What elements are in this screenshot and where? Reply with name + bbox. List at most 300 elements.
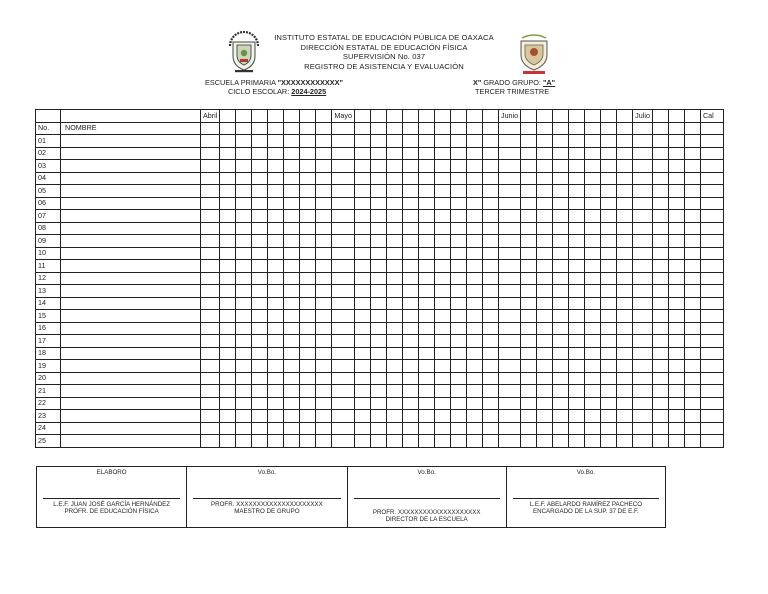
attendance-cell[interactable]: [402, 272, 418, 285]
attendance-cell[interactable]: [482, 385, 498, 398]
attendance-cell[interactable]: [537, 235, 553, 248]
attendance-cell[interactable]: [521, 422, 537, 435]
attendance-cell[interactable]: [482, 397, 498, 410]
attendance-cell[interactable]: [537, 172, 553, 185]
attendance-cell[interactable]: [300, 222, 316, 235]
student-name-cell[interactable]: [61, 410, 201, 423]
attendance-cell[interactable]: [684, 235, 700, 248]
attendance-cell[interactable]: [252, 372, 268, 385]
attendance-cell[interactable]: [553, 210, 569, 223]
attendance-cell[interactable]: [316, 285, 332, 298]
attendance-cell[interactable]: [569, 410, 585, 423]
attendance-cell[interactable]: [316, 360, 332, 373]
attendance-cell[interactable]: [284, 335, 300, 348]
attendance-cell[interactable]: [201, 172, 220, 185]
attendance-cell[interactable]: [498, 372, 520, 385]
attendance-cell[interactable]: [402, 397, 418, 410]
attendance-cell[interactable]: [585, 272, 601, 285]
attendance-cell[interactable]: [466, 435, 482, 448]
attendance-cell[interactable]: [418, 310, 434, 323]
attendance-cell[interactable]: [434, 410, 450, 423]
attendance-cell[interactable]: [482, 297, 498, 310]
attendance-cell[interactable]: [482, 247, 498, 260]
attendance-cell[interactable]: [418, 272, 434, 285]
attendance-cell[interactable]: [633, 372, 653, 385]
attendance-cell[interactable]: [268, 197, 284, 210]
attendance-cell[interactable]: [220, 135, 236, 148]
attendance-cell[interactable]: [252, 285, 268, 298]
student-name-cell[interactable]: [61, 260, 201, 273]
attendance-cell[interactable]: [284, 235, 300, 248]
attendance-cell[interactable]: [300, 160, 316, 173]
attendance-cell[interactable]: [668, 410, 684, 423]
attendance-cell[interactable]: [617, 372, 633, 385]
attendance-cell[interactable]: [370, 172, 386, 185]
attendance-cell[interactable]: [201, 397, 220, 410]
attendance-cell[interactable]: [201, 422, 220, 435]
grade-cell[interactable]: [700, 322, 723, 335]
attendance-cell[interactable]: [633, 410, 653, 423]
student-name-cell[interactable]: [61, 222, 201, 235]
attendance-cell[interactable]: [300, 285, 316, 298]
attendance-cell[interactable]: [220, 335, 236, 348]
grade-cell[interactable]: [700, 147, 723, 160]
attendance-cell[interactable]: [553, 197, 569, 210]
attendance-cell[interactable]: [418, 210, 434, 223]
attendance-cell[interactable]: [402, 360, 418, 373]
attendance-cell[interactable]: [434, 435, 450, 448]
student-name-cell[interactable]: [61, 185, 201, 198]
attendance-cell[interactable]: [284, 322, 300, 335]
attendance-cell[interactable]: [553, 347, 569, 360]
attendance-cell[interactable]: [537, 385, 553, 398]
attendance-cell[interactable]: [668, 285, 684, 298]
attendance-cell[interactable]: [537, 147, 553, 160]
attendance-cell[interactable]: [450, 347, 466, 360]
attendance-cell[interactable]: [569, 372, 585, 385]
attendance-cell[interactable]: [684, 197, 700, 210]
attendance-cell[interactable]: [418, 222, 434, 235]
attendance-cell[interactable]: [450, 335, 466, 348]
attendance-cell[interactable]: [466, 372, 482, 385]
attendance-cell[interactable]: [220, 197, 236, 210]
attendance-cell[interactable]: [601, 397, 617, 410]
attendance-cell[interactable]: [569, 322, 585, 335]
attendance-cell[interactable]: [482, 347, 498, 360]
attendance-cell[interactable]: [402, 385, 418, 398]
attendance-cell[interactable]: [466, 397, 482, 410]
attendance-cell[interactable]: [553, 360, 569, 373]
attendance-cell[interactable]: [482, 222, 498, 235]
attendance-cell[interactable]: [220, 372, 236, 385]
attendance-cell[interactable]: [684, 360, 700, 373]
attendance-cell[interactable]: [569, 285, 585, 298]
attendance-cell[interactable]: [284, 435, 300, 448]
attendance-cell[interactable]: [537, 435, 553, 448]
attendance-cell[interactable]: [617, 322, 633, 335]
student-name-cell[interactable]: [61, 247, 201, 260]
attendance-cell[interactable]: [418, 172, 434, 185]
attendance-cell[interactable]: [434, 297, 450, 310]
attendance-cell[interactable]: [434, 247, 450, 260]
student-name-cell[interactable]: [61, 397, 201, 410]
attendance-cell[interactable]: [521, 235, 537, 248]
student-name-cell[interactable]: [61, 147, 201, 160]
attendance-cell[interactable]: [300, 335, 316, 348]
attendance-cell[interactable]: [370, 185, 386, 198]
attendance-cell[interactable]: [201, 435, 220, 448]
attendance-cell[interactable]: [201, 135, 220, 148]
attendance-cell[interactable]: [316, 235, 332, 248]
attendance-cell[interactable]: [434, 135, 450, 148]
attendance-cell[interactable]: [354, 310, 370, 323]
grade-cell[interactable]: [700, 185, 723, 198]
attendance-cell[interactable]: [466, 297, 482, 310]
attendance-cell[interactable]: [521, 210, 537, 223]
attendance-cell[interactable]: [521, 385, 537, 398]
attendance-cell[interactable]: [268, 397, 284, 410]
attendance-cell[interactable]: [402, 135, 418, 148]
attendance-cell[interactable]: [418, 185, 434, 198]
attendance-cell[interactable]: [569, 172, 585, 185]
attendance-cell[interactable]: [386, 322, 402, 335]
attendance-cell[interactable]: [354, 185, 370, 198]
grade-cell[interactable]: [700, 372, 723, 385]
attendance-cell[interactable]: [332, 372, 355, 385]
attendance-cell[interactable]: [450, 297, 466, 310]
attendance-cell[interactable]: [466, 260, 482, 273]
attendance-cell[interactable]: [236, 335, 252, 348]
attendance-cell[interactable]: [498, 297, 520, 310]
attendance-cell[interactable]: [521, 347, 537, 360]
attendance-cell[interactable]: [332, 135, 355, 148]
attendance-cell[interactable]: [300, 347, 316, 360]
attendance-cell[interactable]: [370, 397, 386, 410]
attendance-cell[interactable]: [370, 360, 386, 373]
attendance-cell[interactable]: [585, 385, 601, 398]
attendance-cell[interactable]: [236, 397, 252, 410]
attendance-cell[interactable]: [569, 210, 585, 223]
attendance-cell[interactable]: [553, 272, 569, 285]
attendance-cell[interactable]: [684, 397, 700, 410]
attendance-cell[interactable]: [201, 410, 220, 423]
attendance-cell[interactable]: [585, 222, 601, 235]
attendance-cell[interactable]: [284, 385, 300, 398]
attendance-cell[interactable]: [521, 260, 537, 273]
attendance-cell[interactable]: [466, 172, 482, 185]
attendance-cell[interactable]: [537, 285, 553, 298]
attendance-cell[interactable]: [220, 310, 236, 323]
attendance-cell[interactable]: [236, 435, 252, 448]
attendance-cell[interactable]: [268, 222, 284, 235]
attendance-cell[interactable]: [601, 372, 617, 385]
attendance-cell[interactable]: [684, 172, 700, 185]
attendance-cell[interactable]: [585, 185, 601, 198]
attendance-cell[interactable]: [617, 160, 633, 173]
attendance-cell[interactable]: [370, 385, 386, 398]
attendance-cell[interactable]: [585, 260, 601, 273]
attendance-cell[interactable]: [633, 222, 653, 235]
attendance-cell[interactable]: [633, 385, 653, 398]
attendance-cell[interactable]: [268, 297, 284, 310]
attendance-cell[interactable]: [354, 285, 370, 298]
attendance-cell[interactable]: [482, 272, 498, 285]
attendance-cell[interactable]: [684, 185, 700, 198]
attendance-cell[interactable]: [569, 197, 585, 210]
attendance-cell[interactable]: [354, 435, 370, 448]
attendance-cell[interactable]: [354, 210, 370, 223]
attendance-cell[interactable]: [386, 272, 402, 285]
attendance-cell[interactable]: [252, 347, 268, 360]
attendance-cell[interactable]: [482, 322, 498, 335]
attendance-cell[interactable]: [652, 222, 668, 235]
attendance-cell[interactable]: [569, 185, 585, 198]
student-name-cell[interactable]: [61, 197, 201, 210]
attendance-cell[interactable]: [434, 260, 450, 273]
attendance-cell[interactable]: [553, 147, 569, 160]
attendance-cell[interactable]: [466, 422, 482, 435]
attendance-cell[interactable]: [402, 235, 418, 248]
attendance-cell[interactable]: [553, 335, 569, 348]
attendance-cell[interactable]: [537, 197, 553, 210]
attendance-cell[interactable]: [633, 422, 653, 435]
attendance-cell[interactable]: [386, 397, 402, 410]
attendance-cell[interactable]: [521, 372, 537, 385]
attendance-cell[interactable]: [268, 235, 284, 248]
attendance-cell[interactable]: [521, 435, 537, 448]
attendance-cell[interactable]: [668, 397, 684, 410]
attendance-cell[interactable]: [386, 147, 402, 160]
attendance-cell[interactable]: [617, 147, 633, 160]
attendance-cell[interactable]: [386, 222, 402, 235]
attendance-cell[interactable]: [585, 210, 601, 223]
attendance-cell[interactable]: [668, 147, 684, 160]
attendance-cell[interactable]: [418, 135, 434, 148]
attendance-cell[interactable]: [633, 322, 653, 335]
attendance-cell[interactable]: [316, 147, 332, 160]
attendance-cell[interactable]: [252, 222, 268, 235]
attendance-cell[interactable]: [633, 347, 653, 360]
attendance-cell[interactable]: [316, 310, 332, 323]
attendance-cell[interactable]: [482, 335, 498, 348]
attendance-cell[interactable]: [553, 172, 569, 185]
attendance-cell[interactable]: [354, 410, 370, 423]
attendance-cell[interactable]: [450, 310, 466, 323]
attendance-cell[interactable]: [521, 397, 537, 410]
attendance-cell[interactable]: [537, 297, 553, 310]
attendance-cell[interactable]: [354, 147, 370, 160]
attendance-cell[interactable]: [418, 397, 434, 410]
attendance-cell[interactable]: [236, 410, 252, 423]
attendance-cell[interactable]: [316, 160, 332, 173]
attendance-cell[interactable]: [201, 297, 220, 310]
attendance-cell[interactable]: [386, 335, 402, 348]
attendance-cell[interactable]: [220, 410, 236, 423]
attendance-cell[interactable]: [220, 422, 236, 435]
attendance-cell[interactable]: [386, 410, 402, 423]
attendance-cell[interactable]: [354, 172, 370, 185]
attendance-cell[interactable]: [684, 297, 700, 310]
attendance-cell[interactable]: [466, 222, 482, 235]
attendance-cell[interactable]: [284, 260, 300, 273]
attendance-cell[interactable]: [668, 172, 684, 185]
attendance-cell[interactable]: [300, 172, 316, 185]
attendance-cell[interactable]: [466, 185, 482, 198]
attendance-cell[interactable]: [668, 322, 684, 335]
grade-cell[interactable]: [700, 422, 723, 435]
attendance-cell[interactable]: [300, 372, 316, 385]
attendance-cell[interactable]: [386, 360, 402, 373]
attendance-cell[interactable]: [537, 360, 553, 373]
attendance-cell[interactable]: [601, 247, 617, 260]
attendance-cell[interactable]: [537, 260, 553, 273]
attendance-cell[interactable]: [300, 310, 316, 323]
attendance-cell[interactable]: [498, 360, 520, 373]
attendance-cell[interactable]: [668, 422, 684, 435]
attendance-cell[interactable]: [284, 410, 300, 423]
attendance-cell[interactable]: [300, 260, 316, 273]
grade-cell[interactable]: [700, 197, 723, 210]
grade-cell[interactable]: [700, 435, 723, 448]
attendance-cell[interactable]: [633, 335, 653, 348]
attendance-cell[interactable]: [585, 297, 601, 310]
attendance-cell[interactable]: [402, 147, 418, 160]
attendance-cell[interactable]: [553, 397, 569, 410]
attendance-cell[interactable]: [466, 310, 482, 323]
attendance-cell[interactable]: [332, 172, 355, 185]
attendance-cell[interactable]: [617, 285, 633, 298]
attendance-cell[interactable]: [684, 310, 700, 323]
attendance-cell[interactable]: [268, 435, 284, 448]
attendance-cell[interactable]: [585, 235, 601, 248]
attendance-cell[interactable]: [354, 297, 370, 310]
attendance-cell[interactable]: [466, 347, 482, 360]
attendance-cell[interactable]: [386, 385, 402, 398]
attendance-cell[interactable]: [601, 172, 617, 185]
attendance-cell[interactable]: [633, 360, 653, 373]
grade-cell[interactable]: [700, 310, 723, 323]
student-name-cell[interactable]: [61, 322, 201, 335]
attendance-cell[interactable]: [300, 197, 316, 210]
attendance-cell[interactable]: [482, 160, 498, 173]
grade-cell[interactable]: [700, 160, 723, 173]
attendance-cell[interactable]: [370, 272, 386, 285]
attendance-cell[interactable]: [482, 260, 498, 273]
attendance-cell[interactable]: [434, 235, 450, 248]
attendance-cell[interactable]: [633, 397, 653, 410]
student-name-cell[interactable]: [61, 135, 201, 148]
grade-cell[interactable]: [700, 335, 723, 348]
attendance-cell[interactable]: [236, 272, 252, 285]
attendance-cell[interactable]: [668, 435, 684, 448]
attendance-cell[interactable]: [652, 185, 668, 198]
attendance-cell[interactable]: [220, 297, 236, 310]
attendance-cell[interactable]: [633, 210, 653, 223]
attendance-cell[interactable]: [482, 197, 498, 210]
attendance-cell[interactable]: [434, 372, 450, 385]
attendance-cell[interactable]: [521, 160, 537, 173]
attendance-cell[interactable]: [569, 135, 585, 148]
attendance-cell[interactable]: [316, 272, 332, 285]
attendance-cell[interactable]: [684, 135, 700, 148]
attendance-cell[interactable]: [268, 322, 284, 335]
attendance-cell[interactable]: [252, 160, 268, 173]
student-name-cell[interactable]: [61, 160, 201, 173]
attendance-cell[interactable]: [668, 385, 684, 398]
attendance-cell[interactable]: [201, 197, 220, 210]
attendance-cell[interactable]: [585, 147, 601, 160]
attendance-cell[interactable]: [284, 422, 300, 435]
attendance-cell[interactable]: [252, 197, 268, 210]
attendance-cell[interactable]: [316, 260, 332, 273]
attendance-cell[interactable]: [434, 172, 450, 185]
attendance-cell[interactable]: [569, 347, 585, 360]
attendance-cell[interactable]: [201, 222, 220, 235]
attendance-cell[interactable]: [482, 185, 498, 198]
attendance-cell[interactable]: [402, 435, 418, 448]
attendance-cell[interactable]: [537, 135, 553, 148]
student-name-cell[interactable]: [61, 435, 201, 448]
attendance-cell[interactable]: [569, 235, 585, 248]
attendance-cell[interactable]: [537, 372, 553, 385]
attendance-cell[interactable]: [521, 310, 537, 323]
attendance-cell[interactable]: [537, 410, 553, 423]
attendance-cell[interactable]: [601, 147, 617, 160]
attendance-cell[interactable]: [332, 397, 355, 410]
attendance-cell[interactable]: [284, 397, 300, 410]
attendance-cell[interactable]: [652, 197, 668, 210]
attendance-cell[interactable]: [498, 422, 520, 435]
attendance-cell[interactable]: [617, 260, 633, 273]
attendance-cell[interactable]: [284, 297, 300, 310]
attendance-cell[interactable]: [418, 347, 434, 360]
attendance-cell[interactable]: [553, 297, 569, 310]
attendance-cell[interactable]: [236, 197, 252, 210]
attendance-cell[interactable]: [521, 272, 537, 285]
attendance-cell[interactable]: [482, 372, 498, 385]
attendance-cell[interactable]: [300, 185, 316, 198]
attendance-cell[interactable]: [617, 397, 633, 410]
attendance-cell[interactable]: [284, 285, 300, 298]
grade-cell[interactable]: [700, 247, 723, 260]
attendance-cell[interactable]: [633, 235, 653, 248]
attendance-cell[interactable]: [300, 410, 316, 423]
attendance-cell[interactable]: [236, 172, 252, 185]
grade-cell[interactable]: [700, 285, 723, 298]
attendance-cell[interactable]: [332, 222, 355, 235]
attendance-cell[interactable]: [284, 247, 300, 260]
attendance-cell[interactable]: [418, 372, 434, 385]
attendance-cell[interactable]: [652, 397, 668, 410]
attendance-cell[interactable]: [402, 410, 418, 423]
attendance-cell[interactable]: [450, 422, 466, 435]
attendance-cell[interactable]: [300, 397, 316, 410]
grade-cell[interactable]: [700, 135, 723, 148]
attendance-cell[interactable]: [601, 222, 617, 235]
attendance-cell[interactable]: [268, 172, 284, 185]
attendance-cell[interactable]: [252, 135, 268, 148]
student-name-cell[interactable]: [61, 422, 201, 435]
attendance-cell[interactable]: [220, 222, 236, 235]
attendance-cell[interactable]: [418, 322, 434, 335]
attendance-cell[interactable]: [220, 210, 236, 223]
attendance-cell[interactable]: [316, 347, 332, 360]
attendance-cell[interactable]: [236, 285, 252, 298]
attendance-cell[interactable]: [684, 272, 700, 285]
attendance-cell[interactable]: [252, 385, 268, 398]
attendance-cell[interactable]: [684, 372, 700, 385]
attendance-cell[interactable]: [268, 360, 284, 373]
